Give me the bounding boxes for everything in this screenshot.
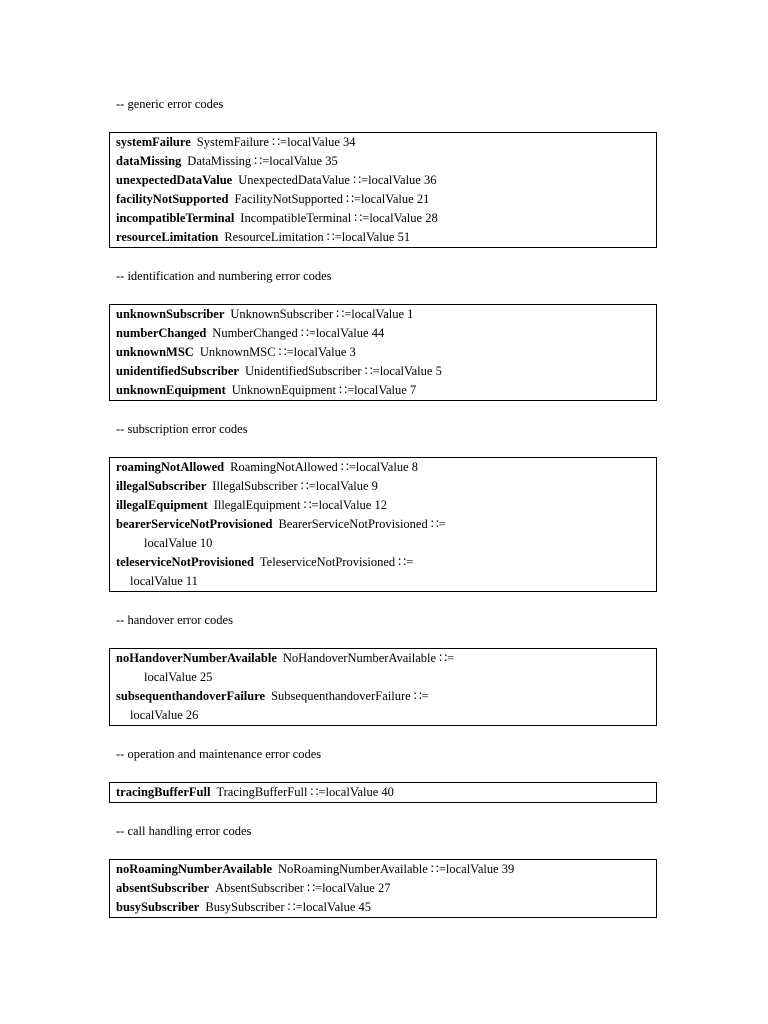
error-name: unknownMSC [116,345,194,359]
error-name: tracingBufferFull [116,785,211,799]
error-name: subsequenthandoverFailure [116,689,266,703]
continuation-line: localValue 25 [144,670,213,684]
error-definition: BusySubscriber ∷=localValue 45 [205,900,372,914]
error-definition: UnknownEquipment ∷=localValue 7 [231,383,417,397]
error-definition: SubsequenthandoverFailure ∷= [271,689,429,703]
error-name: teleserviceNotProvisioned [116,555,254,569]
error-code-line [116,477,656,496]
error-code-line [116,381,656,400]
error-name: incompatibleTerminal [116,211,235,225]
error-name: roamingNotAllowed [116,460,225,474]
error-code-line [116,133,656,152]
error-name: resourceLimitation [116,230,219,244]
error-definition: TracingBufferFull ∷=localValue 40 [216,785,394,799]
error-code-line [116,783,656,802]
error-name: unidentifiedSubscriber [116,364,239,378]
error-code-line [116,209,656,228]
error-definition: IllegalSubscriber ∷=localValue 9 [212,479,378,493]
error-code-line [116,649,656,668]
code-box-generic [109,132,657,248]
error-definition: BearerServiceNotProvisioned ∷= [278,517,446,531]
code-box-identification [109,304,657,401]
error-code-line [116,687,656,706]
continuation-line: localValue 10 [144,536,213,550]
error-code-line [116,343,656,362]
continuation-line: localValue 26 [130,708,199,722]
error-definition: IncompatibleTerminal ∷=localValue 28 [240,211,438,225]
error-code-line [116,190,656,209]
continuation-line: localValue 11 [130,574,198,588]
error-name: bearerServiceNotProvisioned [116,517,273,531]
error-definition: ResourceLimitation ∷=localValue 51 [224,230,411,244]
section-comment: -- call handling error codes [116,824,252,838]
error-definition: UnidentifiedSubscriber ∷=localValue 5 [244,364,442,378]
error-definition: NumberChanged ∷=localValue 44 [212,326,385,340]
error-name: unexpectedDataValue [116,173,233,187]
error-code-line [116,228,656,247]
error-code-line [116,171,656,190]
error-definition: TeleserviceNotProvisioned ∷= [259,555,414,569]
error-definition: UnknownSubscriber ∷=localValue 1 [230,307,414,321]
error-definition: SystemFailure ∷=localValue 34 [196,135,356,149]
error-code-line [116,305,656,324]
error-name: noHandoverNumberAvailable [116,651,277,665]
error-definition: IllegalEquipment ∷=localValue 12 [213,498,387,512]
error-definition: DataMissing ∷=localValue 35 [187,154,338,168]
error-name: unknownSubscriber [116,307,225,321]
error-code-line [116,515,656,534]
error-definition: NoRoamingNumberAvailable ∷=localValue 39 [278,862,515,876]
error-definition: UnknownMSC ∷=localValue 3 [199,345,356,359]
error-definition: NoHandoverNumberAvailable ∷= [282,651,455,665]
error-name: noRoamingNumberAvailable [116,862,273,876]
section-comment: -- operation and maintenance error codes [116,747,322,761]
section-comment: -- identification and numbering error codes [116,269,332,283]
code-box-operation [109,782,657,803]
error-code-line [116,362,656,381]
error-code-line [116,879,656,898]
error-name: absentSubscriber [116,881,210,895]
error-code-line [116,898,656,917]
code-box-subscription [109,457,657,592]
code-box-handover [109,648,657,726]
error-name: facilityNotSupported [116,192,229,206]
error-code-line [116,553,656,572]
error-definition: UnexpectedDataValue ∷=localValue 36 [238,173,437,187]
error-code-line [116,860,656,879]
error-code-line [116,458,656,477]
error-name: illegalSubscriber [116,479,207,493]
error-name: numberChanged [116,326,207,340]
section-comment: -- subscription error codes [116,422,248,436]
error-name: systemFailure [116,135,191,149]
error-code-line [116,152,656,171]
code-box-call-handling [109,859,657,918]
error-name: unknownEquipment [116,383,226,397]
error-definition: AbsentSubscriber ∷=localValue 27 [215,881,391,895]
error-code-line [116,324,656,343]
error-name: busySubscriber [116,900,200,914]
error-name: illegalEquipment [116,498,208,512]
section-comment: -- generic error codes [116,97,224,111]
error-definition: FacilityNotSupported ∷=localValue 21 [234,192,430,206]
error-name: dataMissing [116,154,182,168]
error-code-line [116,496,656,515]
error-definition: RoamingNotAllowed ∷=localValue 8 [230,460,418,474]
section-comment: -- handover error codes [116,613,233,627]
